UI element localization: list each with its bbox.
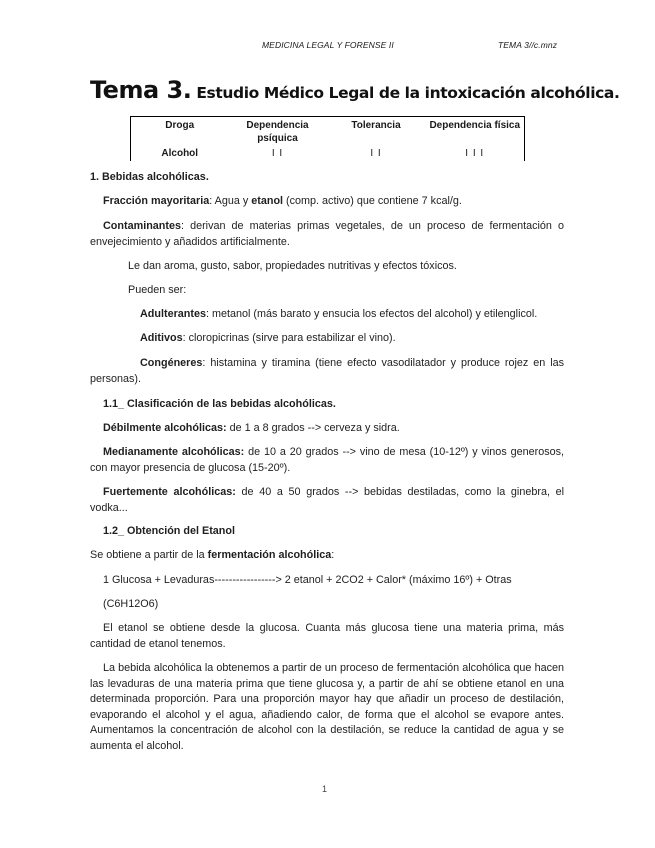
paragraph-intro: Se obtiene a partir de la fermentación alcohólica:: [90, 549, 335, 561]
paragraph-contaminantes: Contaminantes: derivan de materias primas vegetales, de un proceso de fermentación o envejecimiento y añadidos artificialmente.: [90, 220, 564, 248]
paragraph-formula: (C6H12O6): [103, 598, 159, 610]
paragraph-debil: Débilmente alcohólicas: de 1 a 8 grados --> cerveza y sidra.: [103, 422, 400, 434]
title-number: Tema 3.: [90, 76, 192, 104]
title-text: Estudio Médico Legal de la intoxicación alcohólica.: [191, 84, 620, 102]
section-heading: 1.2_ Obtención del Etanol: [103, 525, 235, 537]
section-heading: 1.1_ Clasificación de las bebidas alcohólicas.: [103, 398, 336, 410]
table-cell: Alcohol: [131, 147, 229, 161]
paragraph-equation: 1 Glucosa + Levaduras-----------------> 2 etanol + 2CO2 + Calor* (máximo 16º) + Otras: [103, 574, 512, 586]
paragraph-fraccion: Fracción mayoritaria: Agua y etanol (comp. activo) que contiene 7 kcal/g.: [103, 195, 462, 207]
paragraph-pueden: Pueden ser:: [128, 284, 187, 296]
drug-dependency-table: [130, 116, 525, 161]
paragraph-adulterantes: Adulterantes: metanol (más barato y ensucia los efectos del alcohol) y etilenglicol.: [140, 308, 538, 320]
table-row: [131, 147, 525, 161]
paragraph-aditivos: Aditivos: cloropicrinas (sirve para estabilizar el vino).: [140, 332, 396, 344]
table-header-cell: Tolerancia: [351, 120, 401, 131]
table-header-cell: Droga: [131, 117, 229, 148]
paragraph-congeneres: Congéneres: histamina y tiramina (tiene efecto vasodilatador y produce rojez en las personas).: [90, 357, 564, 385]
paragraph-fuerte: Fuertemente alcohólicas: de 40 a 50 grados --> bebidas destiladas, como la ginebra, el vodka...: [90, 486, 565, 514]
table-cell: I I I: [426, 147, 525, 161]
table-cell: I I: [271, 148, 284, 159]
table-cell: I I: [370, 148, 382, 159]
running-header-left: MEDICINA LEGAL Y FORENSE II: [262, 40, 394, 50]
section-heading: 1. Bebidas alcohólicas.: [90, 171, 209, 183]
table-header-cell: Dependencia física: [426, 117, 525, 148]
running-header-right: TEMA 3//c.mnz: [498, 40, 558, 50]
paragraph-aroma: Le dan aroma, gusto, sabor, propiedades nutritivas y efectos tóxicos.: [128, 260, 457, 272]
paragraph-bebida: La bebida alcohólica la obtenemos a partir de un proceso de fermentación alcohólica que hacen las levaduras de una materia prima que tiene glucosa y, a partir de ahí se obtiene etanol en una determinada proporción. Para una proporción mayor hay que añadir un proceso de destilación, evaporando el alcohol y el agua, añadiendo calor, de forma que el alcohol se evapore antes. Aumentamos la concentración de alcohol con la destilación, se reduce la cantidad de agua y se aumenta el alcohol.: [90, 662, 564, 752]
page-title: [90, 76, 619, 104]
paragraph-glucosa: El etanol se obtiene desde la glucosa. Cuanta más glucosa tiene una materia prima, más cantidad de etanol tenemos.: [90, 622, 564, 650]
table-header-cell: Dependencia psíquica: [246, 120, 309, 144]
paragraph-mediana: Medianamente alcohólicas: de 10 a 20 grados --> vino de mesa (10-12º) y vinos generosos, con mayor presencia de glucosa (15-20º).: [90, 446, 564, 474]
page-number: 1: [322, 784, 328, 794]
table-header-row: [131, 117, 525, 148]
